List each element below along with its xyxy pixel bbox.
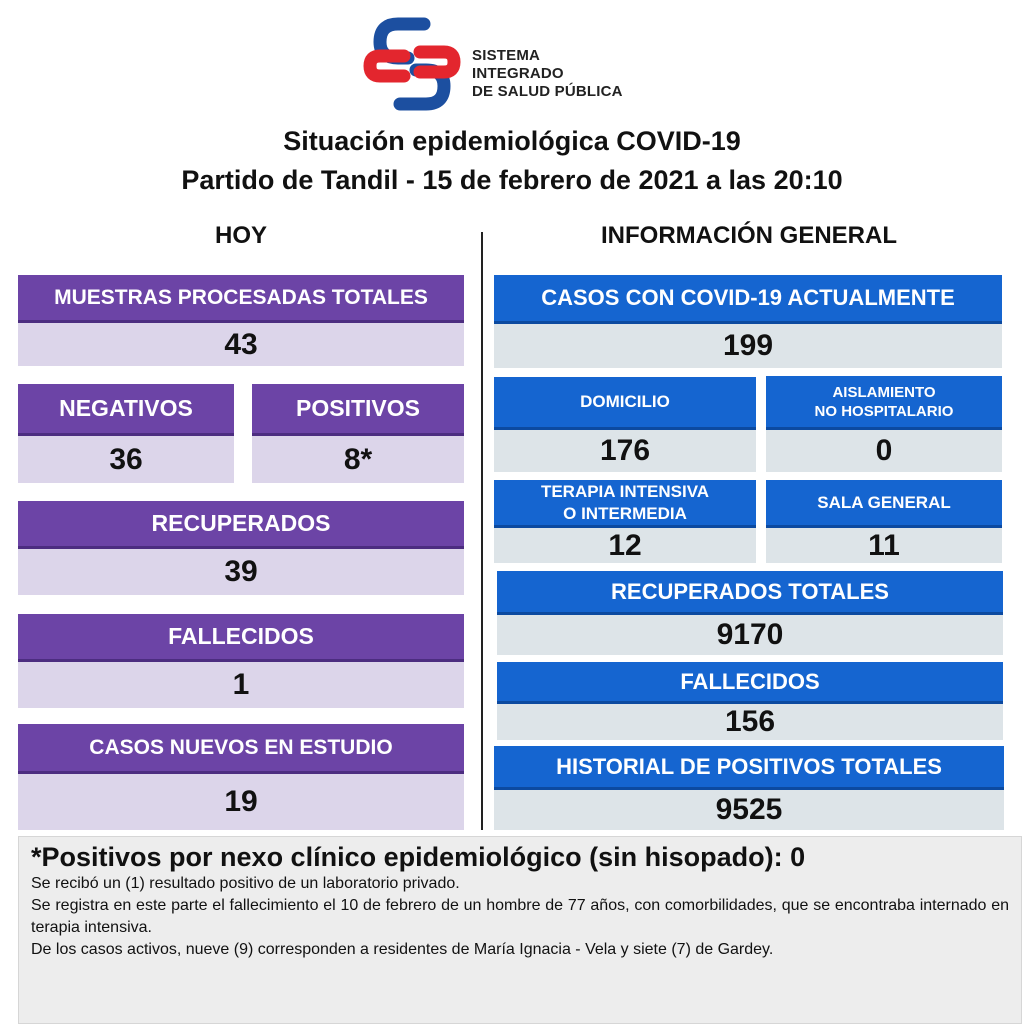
aislamiento-label [766, 376, 1002, 430]
fallecidos-hoy-label: FALLECIDOS [18, 614, 464, 662]
terapia-value: 12 [494, 528, 756, 563]
negativos-value: 36 [18, 436, 234, 483]
recuperados-totales-label: RECUPERADOS TOTALES [497, 571, 1003, 615]
recuperados-totales-value: 9170 [497, 615, 1003, 655]
casos-nuevos-label: CASOS NUEVOS EN ESTUDIO [18, 724, 464, 774]
terapia-label [494, 480, 756, 528]
logo-line-2: DE SALUD PÚBLICA [472, 83, 623, 100]
aislamiento-label-line-2: NO HOSPITALARIO [814, 402, 954, 420]
general-heading: INFORMACIÓN GENERAL [601, 222, 897, 249]
domicilio-label: DOMICILIO [494, 377, 756, 430]
terapia-label-line-2: O INTERMEDIA [563, 503, 687, 523]
sala-general-label: SALA GENERAL [766, 480, 1002, 528]
note-line: Se registra en este parte el fallecimiento el 10 de febrero de un hombre de 77 años, con comorbilidades, que se encontraba internado en terapia intensiva. [31, 897, 1009, 936]
note-line: Se recibó un (1) resultado positivo de un laboratorio privado. [31, 875, 460, 892]
negativos-label: NEGATIVOS [18, 384, 234, 436]
logo-text [472, 47, 632, 101]
report-subtitle: Partido de Tandil - 15 de febrero de 2021 a las 20:10 [181, 165, 843, 195]
casos-actuales-value: 199 [494, 324, 1002, 368]
positivos-label: POSITIVOS [252, 384, 464, 436]
column-divider [481, 232, 483, 830]
muestras-label: MUESTRAS PROCESADAS TOTALES [18, 275, 464, 323]
terapia-label-line-1: TERAPIA INTENSIVA [540, 481, 710, 501]
casos-actuales-label: CASOS CON COVID-19 ACTUALMENTE [494, 275, 1002, 324]
sisp-logo-icon [362, 14, 462, 114]
fallecidos-totales-value: 156 [497, 704, 1003, 740]
note-line: De los casos activos, nueve (9) corresponden a residentes de María Ignacia - Vela y siete (7) de Gardey. [31, 941, 774, 958]
aislamiento-label-line-1: AISLAMIENTO [832, 383, 936, 401]
logo [362, 14, 632, 114]
aislamiento-value: 0 [766, 430, 1002, 472]
notes-panel [18, 836, 1022, 1024]
fallecidos-totales-label: FALLECIDOS [497, 662, 1003, 704]
historial-label: HISTORIAL DE POSITIVOS TOTALES [494, 746, 1004, 790]
casos-nuevos-value: 19 [18, 774, 464, 830]
recuperados-label: RECUPERADOS [18, 501, 464, 549]
historial-value: 9525 [494, 790, 1004, 830]
recuperados-value: 39 [18, 549, 464, 595]
hoy-heading: HOY [214, 222, 267, 249]
domicilio-value: 176 [494, 430, 756, 472]
fallecidos-hoy-value: 1 [18, 662, 464, 708]
sala-general-value: 11 [766, 528, 1002, 563]
logo-line-1: SISTEMA INTEGRADO [472, 47, 564, 82]
notes-title: *Positivos por nexo clínico epidemiológico (sin hisopado): 0 [31, 842, 806, 872]
muestras-value: 43 [18, 323, 464, 366]
report-title: Situación epidemiológica COVID-19 [283, 126, 741, 156]
positivos-value: 8* [252, 436, 464, 483]
